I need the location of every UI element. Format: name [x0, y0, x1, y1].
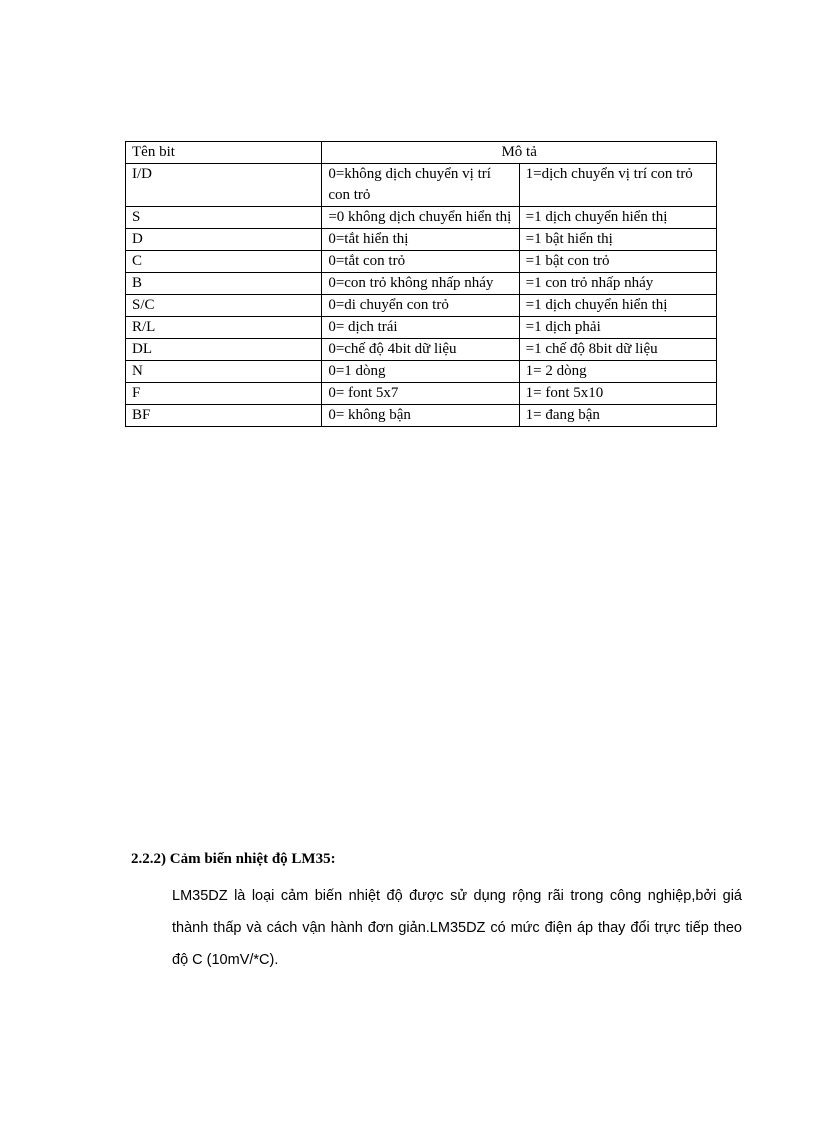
value-zero-cell: 0=chế độ 4bit dữ liệu [322, 339, 519, 361]
value-zero-cell: 0=không dịch chuyển vị trí con trỏ [322, 164, 519, 207]
table-header-row [126, 142, 717, 164]
table-row [126, 405, 717, 427]
value-zero-cell: 0=tắt hiển thị [322, 229, 519, 251]
value-one-cell: =1 con trỏ nhấp nháy [519, 273, 716, 295]
value-one-cell: =1 dịch chuyển hiển thị [519, 207, 716, 229]
header-description: Mô tả [322, 142, 717, 164]
value-zero-cell: 0=tắt con trỏ [322, 251, 519, 273]
value-one-cell: 1= đang bận [519, 405, 716, 427]
table-row [126, 164, 717, 207]
value-one-cell: 1=dịch chuyển vị trí con trỏ [519, 164, 716, 207]
table-row [126, 251, 717, 273]
bit-name-cell: R/L [126, 317, 322, 339]
table-row [126, 273, 717, 295]
bit-name-cell: N [126, 361, 322, 383]
value-zero-cell: 0=1 dòng [322, 361, 519, 383]
bit-name-cell: BF [126, 405, 322, 427]
value-zero-cell: =0 không dịch chuyển hiển thị [322, 207, 519, 229]
value-one-cell: =1 bật hiển thị [519, 229, 716, 251]
bit-name-cell: S [126, 207, 322, 229]
value-zero-cell: 0= dịch trái [322, 317, 519, 339]
value-one-cell: =1 dịch phải [519, 317, 716, 339]
value-zero-cell: 0=di chuyển con trỏ [322, 295, 519, 317]
bit-name-cell: D [126, 229, 322, 251]
section-paragraph: LM35DZ là loại cảm biến nhiệt độ được sử dụng rộng rãi trong công nghiệp,bởi giá thành thấp và cách vận hành đơn giản.LM35DZ có mức điện áp thay đổi trực tiếp theo độ C (10mV/*C). [172, 888, 742, 968]
table-row [126, 229, 717, 251]
table-row [126, 339, 717, 361]
table-row [126, 295, 717, 317]
section-heading: 2.2.2) Cảm biến nhiệt độ LM35: [131, 851, 336, 867]
value-one-cell: 1= 2 dòng [519, 361, 716, 383]
value-zero-cell: 0=con trỏ không nhấp nháy [322, 273, 519, 295]
table-row [126, 317, 717, 339]
bit-name-cell: C [126, 251, 322, 273]
bit-description-table [125, 141, 717, 427]
table-row [126, 383, 717, 405]
header-bit-name: Tên bit [126, 142, 322, 164]
table-row [126, 207, 717, 229]
bit-name-cell: B [126, 273, 322, 295]
value-zero-cell: 0= không bận [322, 405, 519, 427]
value-one-cell: =1 chế độ 8bit dữ liệu [519, 339, 716, 361]
bit-name-cell: DL [126, 339, 322, 361]
bit-name-cell: S/C [126, 295, 322, 317]
value-zero-cell: 0= font 5x7 [322, 383, 519, 405]
table-row [126, 361, 717, 383]
value-one-cell: =1 dịch chuyển hiển thị [519, 295, 716, 317]
bit-name-cell: I/D [126, 164, 322, 207]
value-one-cell: =1 bật con trỏ [519, 251, 716, 273]
value-one-cell: 1= font 5x10 [519, 383, 716, 405]
bit-name-cell: F [126, 383, 322, 405]
